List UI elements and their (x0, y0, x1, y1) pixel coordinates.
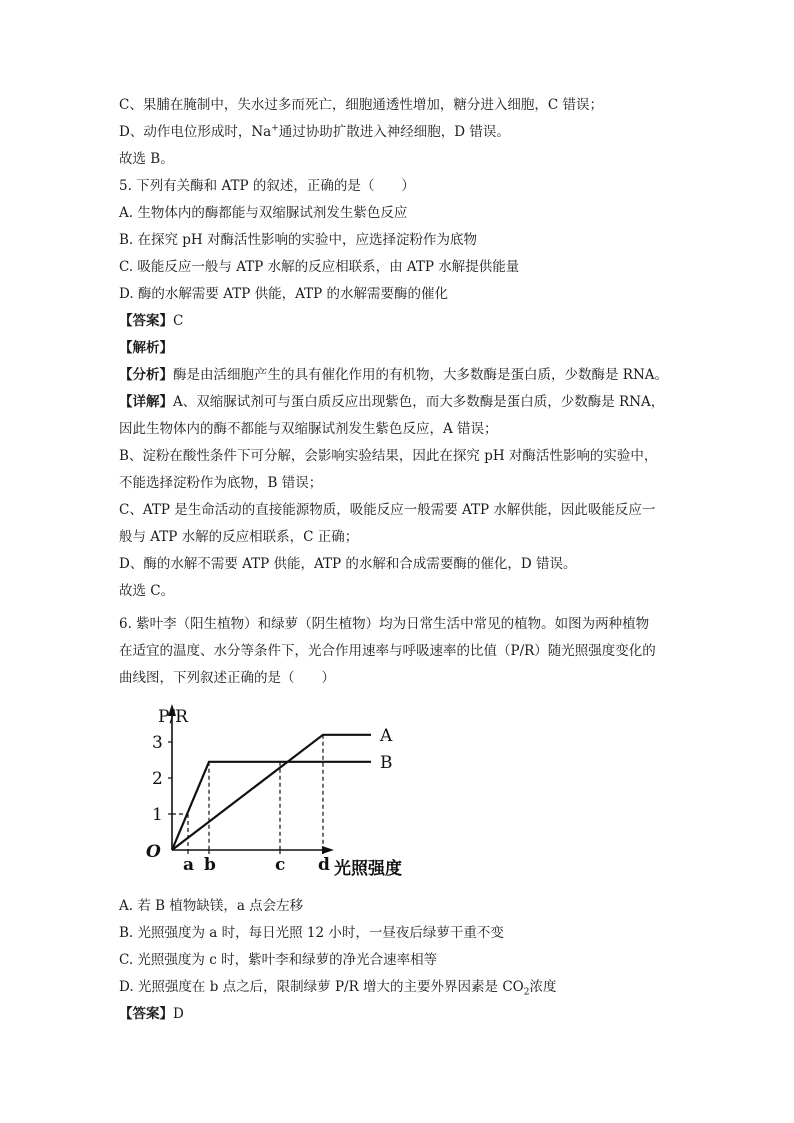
option-5a: A. 生物体内的酶都能与双缩脲试剂发生紫色反应 (119, 205, 408, 221)
pr-light-chart (138, 700, 438, 885)
series-label-a: A (380, 725, 393, 746)
detail-line: 般与 ATP 水解的反应相联系，C 正确； (119, 529, 359, 545)
analysis-summary (119, 365, 668, 385)
option-6a: A. 若 B 植物缺镁，a 点会左移 (119, 898, 304, 914)
answer-5 (119, 311, 183, 331)
question-6-stem: 曲线图，下列叙述正确的是（ ） (119, 670, 335, 686)
superscript: + (271, 123, 279, 134)
answer-6 (119, 1004, 184, 1024)
y-axis-label: P/R (158, 707, 188, 727)
detail-line: D、酶的水解不需要 ATP 供能，ATP 的水解和合成需要酶的催化，D 错误。 (119, 556, 577, 572)
answer-tag: 【答案】 (119, 1006, 173, 1022)
x-axis-arrow (322, 846, 334, 854)
text-line: C、果脯在腌制中，失水过多而死亡，细胞通透性增加，糖分进入细胞，C 错误； (119, 97, 603, 113)
question-6-stem: 6. 紫叶李（阳生植物）和绿萝（阴生植物）均为日常生活中常见的植物。如图为两种植物 (119, 616, 650, 632)
subscript: 2 (523, 987, 530, 998)
answer-value: C (173, 313, 184, 329)
x-ticks (183, 850, 330, 875)
analysis-text: 酶是由活细胞产生的具有催化作用的有机物，大多数酶是蛋白质，少数酶是 RNA。 (173, 367, 669, 383)
y-tick-label: 1 (152, 805, 163, 825)
y-tick-label: 2 (152, 769, 163, 789)
detail-line: 不能选择淀粉作为底物，B 错误； (119, 475, 323, 491)
analysis-tag: 【分析】 (119, 367, 173, 383)
option-6c: C. 光照强度为 c 时，紫叶李和绿萝的净光合速率相等 (119, 952, 438, 968)
detail-line: B、淀粉在酸性条件下可分解，会影响实验结果，因此在探究 pH 对酶活性影响的实验中， (119, 448, 658, 464)
detail-line: C、ATP 是生命活动的直接能源物质，吸能反应一般需要 ATP 水解供能，因此吸能反应一 (119, 502, 656, 518)
series-label-b: B (380, 752, 393, 773)
origin-label: O (146, 842, 161, 862)
option-5c: C. 吸能反应一般与 ATP 水解的反应相联系，由 ATP 水解提供能量 (119, 259, 520, 275)
detail-line: 因此生物体内的酶不都能与双缩脲试剂发生紫色反应，A 错误； (119, 421, 498, 437)
text-span: 通过协助扩散进入神经细胞，D 错误。 (278, 124, 510, 140)
analysis-heading: 【解析】 (119, 340, 173, 356)
detail-tag: 【详解】 (119, 394, 173, 410)
x-axis-label: 光照强度 (334, 859, 402, 879)
text-span: D. 光照强度在 b 点之后，限制绿萝 P/R 增大的主要外界因素是 CO (119, 979, 524, 995)
y-ticks (152, 733, 172, 825)
answer-value: D (173, 1006, 184, 1022)
series-lines (172, 726, 393, 850)
question-6-stem: 在适宜的温度、水分等条件下，光合作用速率与呼吸速率的比值（P/R）随光照强度变化的 (119, 643, 656, 659)
x-tick-label: d (318, 855, 330, 875)
text-span: 浓度 (529, 979, 557, 995)
text-span: D、动作电位形成时，Na (119, 124, 272, 140)
x-tick-label: c (275, 855, 286, 875)
detail-line: 故选 C。 (119, 583, 175, 599)
option-5b: B. 在探究 pH 对酶活性影响的实验中，应选择淀粉作为底物 (119, 232, 477, 248)
answer-tag: 【答案】 (119, 313, 173, 329)
y-tick-label: 3 (152, 733, 163, 753)
option-6b: B. 光照强度为 a 时，每日光照 12 小时，一昼夜后绿萝干重不变 (119, 925, 504, 941)
detail-text: A、双缩脲试剂可与蛋白质反应出现紫色，而大多数酶是蛋白质，少数酶是 RNA， (173, 394, 665, 410)
detail-line (119, 392, 664, 412)
series-line-a (172, 735, 371, 850)
text-line (119, 122, 510, 142)
x-tick-label: b (204, 855, 216, 875)
text-line: 故选 B。 (119, 151, 174, 167)
option-6d (119, 977, 556, 997)
question-5-stem: 5. 下列有关酶和 ATP 的叙述，正确的是（ ） (119, 178, 415, 194)
x-tick-label: a (183, 855, 195, 875)
option-5d: D. 酶的水解需要 ATP 供能，ATP 的水解需要酶的催化 (119, 286, 448, 302)
